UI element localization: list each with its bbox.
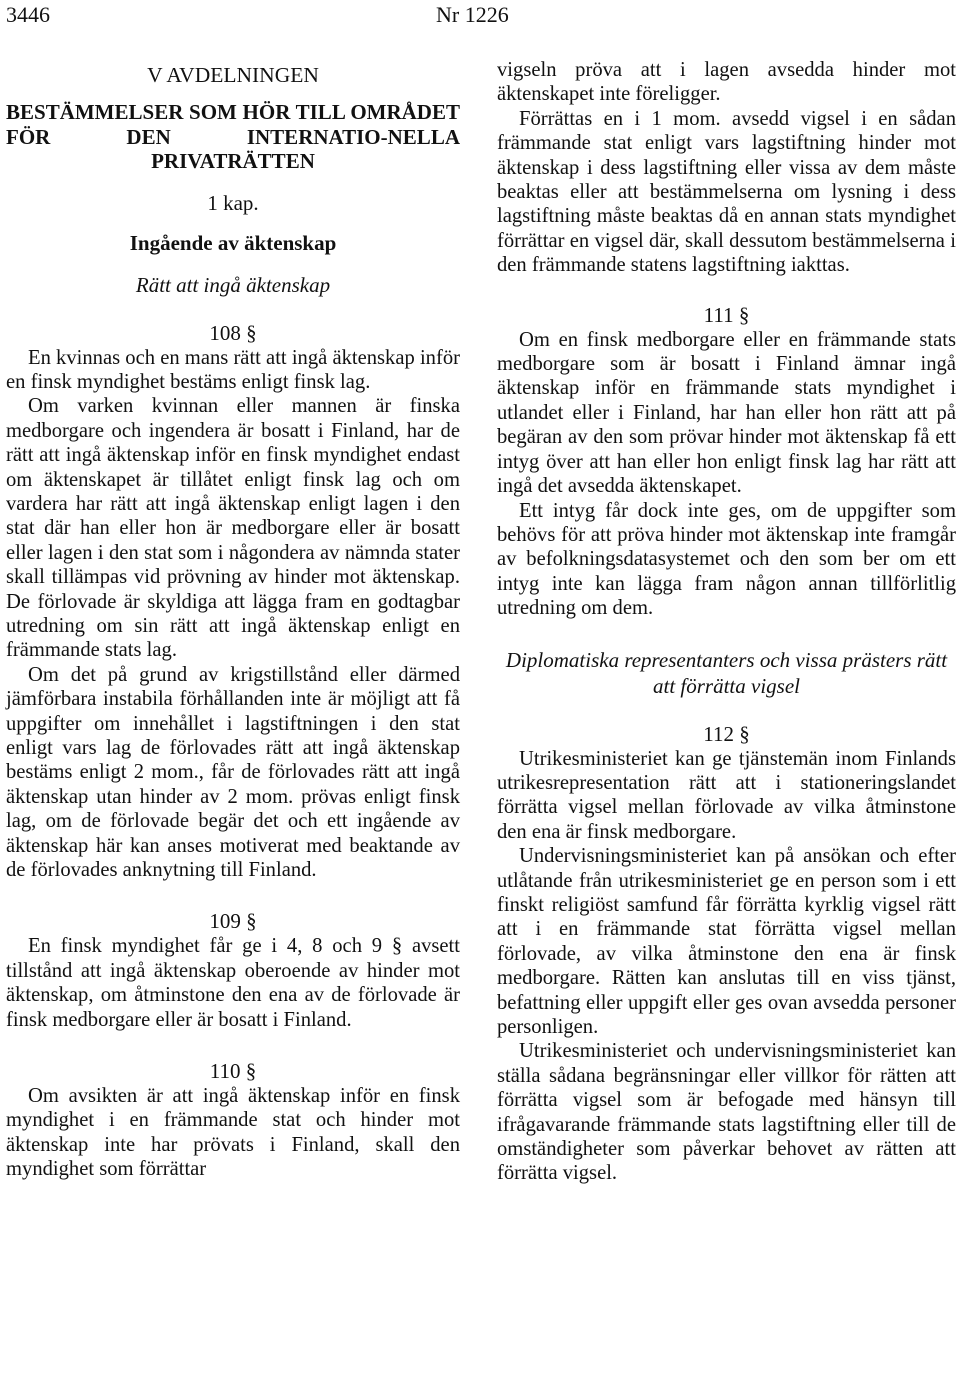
chapter-heading: 1 kap. xyxy=(207,190,259,215)
section-108-paragraph-1: En kvinnas och en mans rätt att ingå äktenskap inför en finsk myndighet bestäms enligt finsk lag. xyxy=(6,346,460,393)
section-112-number: 112 § xyxy=(703,721,750,746)
section-108-paragraph-3: Om det på grund av krigstillstånd eller därmed jämförbara instabila förhållanden inte är möjligt att få uppgifter om innehållet i lagstiftningen i den stat enligt vars lag de förlovades rätt att ingå äktenskap bestäms enligt 2 mom., får de förlovades rätt att ingå äktenskap utan hinder av 2 mom. prövas enligt finsk lag, om de förlovade begär det och ett ingående av äktenskap här kan anses motiverat med beaktande av de förlovades anknytning till Finland. xyxy=(6,663,460,882)
right-column xyxy=(497,58,956,1186)
statute-number: Nr 1226 xyxy=(436,2,509,27)
division-title: V AVDELNINGEN xyxy=(147,63,319,87)
main-title: BESTÄMMELSER SOM HÖR TILL OMRÅDET FÖR DEN INTERNATIO-NELLA PRIVATRÄTTEN xyxy=(6,100,460,173)
section-110-paragraph-2: Förrättas en i 1 mom. avsedd vigsel i en sådan främmande stat enligt vars lagstiftning hinder mot äktenskap i dess lagstiftning eller vissa av dem måste beaktas eller att bestämmelserna om lysning i dess lagstiftning måste beaktas då en annan stats myndighet förrättar en vigsel där, skall dessutom bestämmelserna i den främmande statens lagstiftning iakttas. xyxy=(497,107,956,277)
page-header xyxy=(0,0,960,30)
section-110-number: 110 § xyxy=(209,1059,257,1084)
section-109-paragraph-1: En finsk myndighet får ge i 4, 8 och 9 § avsett tillstånd att ingå äktenskap oberoende av hinder mot äktenskap, om åtminstone den ena av de förlovade är finsk medborgare eller är bosatt i Finland. xyxy=(6,935,460,1031)
section-108-number: 108 § xyxy=(209,320,257,345)
section-112-paragraph-3: Utrikesministeriet och undervisningsministeriet kan ställa sådana begränsningar eller villkor för rätten att förrätta vigsel som är befogade med hänsyn till ifrågavarande främmande stats lagstiftning eller till de omständigheter som påverkar behovet av rätten att förrätta vigsel. xyxy=(497,1040,956,1185)
left-column xyxy=(6,58,460,1182)
page-number: 3446 xyxy=(6,2,50,27)
section-110-paragraph-1: Om avsikten är att ingå äktenskap inför en finsk myndighet i en främmande stat och hinder mot äktenskap inte har prövats i Finland, skall den myndighet som förrättar xyxy=(6,1085,460,1181)
section-111-paragraph-2: Ett intyg får dock inte ges, om de uppgifter som behövs för att pröva hinder mot äktenskap inte framgår av befolkningsdatasystemet och den som ber om ett intyg inte kan lägga fram någon annan tillförlitlig utredning om dem. xyxy=(497,499,956,620)
section-group-heading: Ingående av äktenskap xyxy=(129,230,337,255)
section-111-number: 111 § xyxy=(703,302,750,327)
section-112-paragraph-2: Undervisningsministeriet kan på ansökan och efter utlåtande från utrikesministeriet ge en person som i ett finskt religiöst samfund får förrätta kyrklig vigsel rätt att i en främmande stat förrätta vigsel mellan förlovade, av vilka åtminstone den ena är finsk medborgare. Rätten kan anslutas till en viss tjänst, befattning eller uppgift eller ges ovan avsedda personer personligen. xyxy=(497,845,956,1038)
section-112-paragraph-1: Utrikesministeriet kan ge tjänstemän inom Finlands utrikesrepresentation rätt att i stationeringslandet förrätta vigsel mellan förlovade av vilka åtminstone den ena är finsk medborgare. xyxy=(497,747,956,843)
section-111-paragraph-1: Om en finsk medborgare eller en främmande stats medborgare som är bosatt i Finland ämnar ingå äktenskap inför en främmande stats myndighet i utlandet eller i Finland, har han eller hon rätt att på begäran av den som prövar hinder mot äktenskap få ett intyg över att han eller hon enligt finsk lag har rätt att ingå det avsedda äktenskapet. xyxy=(497,328,956,498)
section-109-number: 109 § xyxy=(209,909,257,934)
subheading: Rätt att ingå äktenskap xyxy=(135,272,331,297)
section-110-continuation: vigseln pröva att i lagen avsedda hinder mot äktenskapet inte föreligger. xyxy=(497,59,956,106)
subheading: Diplomatiska representanters och vissa prästers rätt att förrätta vigsel xyxy=(505,647,948,698)
section-108-paragraph-2: Om varken kvinnan eller mannen är finska medborgare och ingendera är bosatt i Finland, har de rätt att ingå äktenskap inför en finsk myndighet endast om äktenskapet är tillåtet enligt finsk lag och om vardera har rätt att ingå äktenskap enligt lagen i den stat där han eller hon är medborgare eller är bosatt eller lagen i den stat som i någondera av nämnda stater skall tillämpas vid prövning av hinder mot äktenskap. De förlovade är skyldiga att lägga fram en godtagbar utredning om sin rätt att ingå äktenskap enligt en främmande stats lag. xyxy=(6,395,460,662)
